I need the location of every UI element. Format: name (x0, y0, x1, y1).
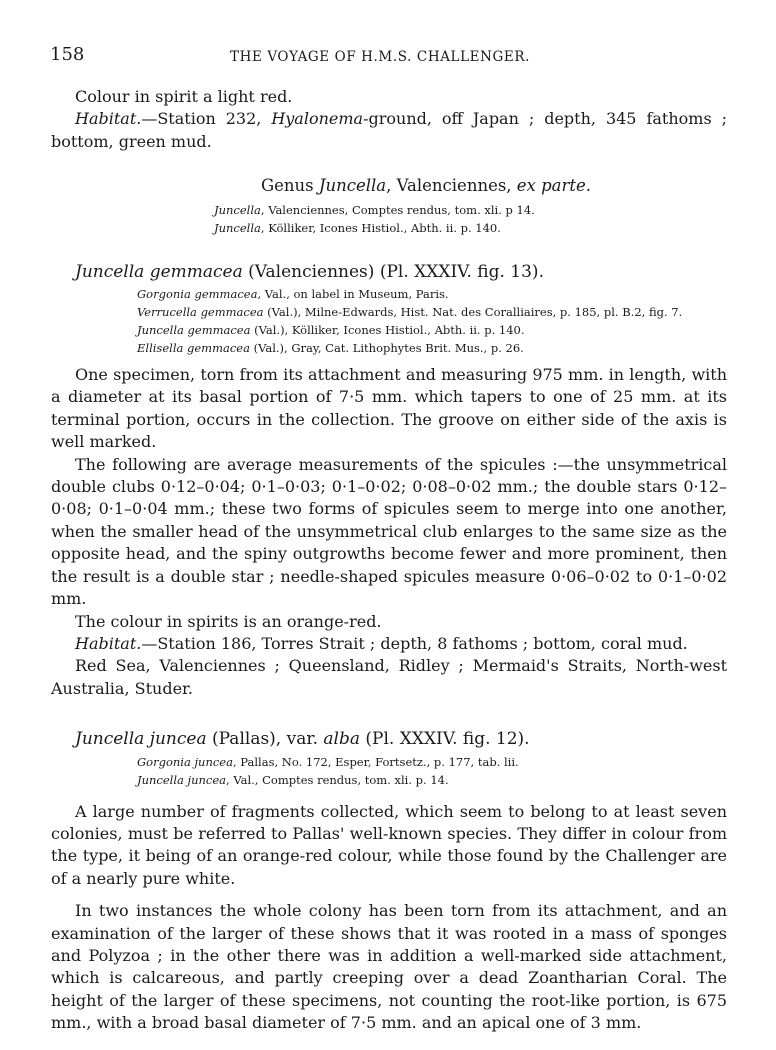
page-number: 158 (50, 44, 85, 65)
body-paragraph: The colour in spirits is an orange-red. (75, 611, 382, 631)
species-rest: (Valenciennes) (Pl. XXXIV. fig. 13). (242, 261, 544, 282)
colour-line: Colour in spirit a light red. (75, 87, 293, 106)
reference-line (137, 321, 727, 339)
ref-rest: (Val.), Milne-Edwards, Hist. Nat. des Coralliaires, p. 185, pl. B.2, fig. 7. (263, 305, 683, 320)
ref-name: Juncella juncea (137, 772, 227, 787)
page-header (50, 44, 730, 68)
habitat-paragraph (51, 633, 727, 655)
species-heading (75, 728, 727, 750)
reference-line (137, 285, 727, 303)
species-mid: (Pallas), var. (206, 729, 324, 750)
genus-prefix: Genus (260, 176, 319, 196)
ref-rest: , Pallas, No. 172, Esper, Fortsetz., p. 177, tab. lii. (232, 754, 519, 769)
body-paragraph: One specimen, torn from its attachment and measuring 975 mm. in length, with a diameter at its basal portion of 7·5 mm. which tapers to one of 25 mm. at its terminal portion, occurs in the collection. The groove on either side of the axis is well marked. (51, 365, 727, 452)
reference-line (137, 771, 727, 789)
ref-name: Juncella (214, 220, 261, 235)
reference-line (214, 219, 727, 237)
page-body (51, 86, 727, 1035)
ref-rest: (Val.), Gray, Cat. Lithophytes Brit. Mus., p. 26. (249, 341, 524, 356)
genus-author: , Valenciennes, (386, 176, 517, 196)
genus-ex-parte: ex parte (516, 176, 586, 196)
species-rest: (Pl. XXXIV. fig. 12). (360, 729, 530, 750)
reference-line (214, 201, 727, 219)
species-variety: alba (323, 729, 361, 750)
ref-rest: , Val., Comptes rendus, tom. xli. p. 14. (226, 772, 449, 787)
ref-name: Juncella gemmacea (137, 323, 251, 338)
reference-line (137, 339, 727, 357)
ref-name: Gorgonia juncea (137, 754, 233, 769)
genus-heading (125, 175, 727, 197)
ref-name: Ellisella gemmacea (137, 341, 250, 356)
ref-rest: , Valenciennes, Comptes rendus, tom. xli. p 14. (260, 202, 535, 217)
body-paragraph: In two instances the whole colony has been torn from its attachment, and an examination of the larger of these shows that it was rooted in a mass of sponges and Polyzoa ; in the other there was in addition a well-marked side attachment, which is calcareous, and partly creeping over a dead Zoantharian Coral. The height of the larger of these specimens, not counting the root-like portion, is 675 mm., with a broad basal diameter of 7·5 mm. and an apical one of 3 mm. (51, 901, 727, 1033)
genus-name: Juncella (318, 176, 387, 196)
distribution-paragraph: Red Sea, Valenciennes ; Queensland, Ridley ; Mermaid's Straits, North-west Australia, Studer. (51, 656, 727, 698)
running-title: THE VOYAGE OF H.M.S. CHALLENGER. (230, 49, 531, 65)
ref-name: Gorgonia gemmacea (137, 287, 258, 302)
ref-rest: (Val.), Kölliker, Icones Histiol., Abth. ii. p. 140. (250, 323, 525, 338)
species-name: Juncella gemmacea (75, 261, 243, 282)
habitat-dash: — (141, 109, 158, 129)
habitat-text: Station 232, (157, 109, 272, 129)
species-references (137, 753, 727, 789)
species-references (137, 285, 727, 357)
habitat-label: Habitat. (75, 109, 142, 129)
reference-line (137, 303, 727, 321)
habitat-paragraph (51, 108, 727, 153)
reference-line (137, 753, 727, 771)
ref-rest: , Kölliker, Icones Histiol., Abth. ii. p. 140. (260, 220, 501, 235)
body-paragraph: A large number of fragments collected, which seem to belong to at least seven colonies, must be referred to Pallas' well-known species. They differ in colour from the type, it being of an orange-red colour, while those found by the Challenger are of a nearly pure white. (51, 801, 727, 888)
habitat-text: —Station 186, Torres Strait ; depth, 8 fathoms ; bottom, coral mud. (141, 633, 688, 653)
species-name: Juncella juncea (75, 729, 207, 750)
habitat-text-end: -ground, off Japan ; depth, 345 fathoms ; bottom, green mud. (51, 109, 728, 151)
genus-references (214, 201, 727, 237)
species-heading (75, 261, 727, 283)
body-paragraph: The following are average measurements of the spicules :—the unsymmetrical double clubs 0·12–0·04; 0·1–0·03; 0·1–0·02; 0·08–0·02 mm.; the double stars 0·12–0·08; 0·1–0·04 mm.; these two forms of spicules seem to merge into one another, when the smaller head of the unsymmetrical club enlarges to the same size as the opposite head, and the spiny outgrowths become fewer and more prominent, then the result is a double star ; needle-shaped spicules measure 0·06–0·02 to 0·1–0·02 mm. (51, 454, 727, 609)
habitat-label: Habitat. (75, 633, 142, 653)
ref-name: Verrucella gemmacea (137, 305, 264, 320)
ref-rest: , Val., on label in Museum, Paris. (257, 287, 449, 302)
ref-name: Juncella (214, 202, 261, 217)
habitat-italic: Hyalonema (271, 109, 364, 129)
genus-end: . (585, 176, 592, 196)
